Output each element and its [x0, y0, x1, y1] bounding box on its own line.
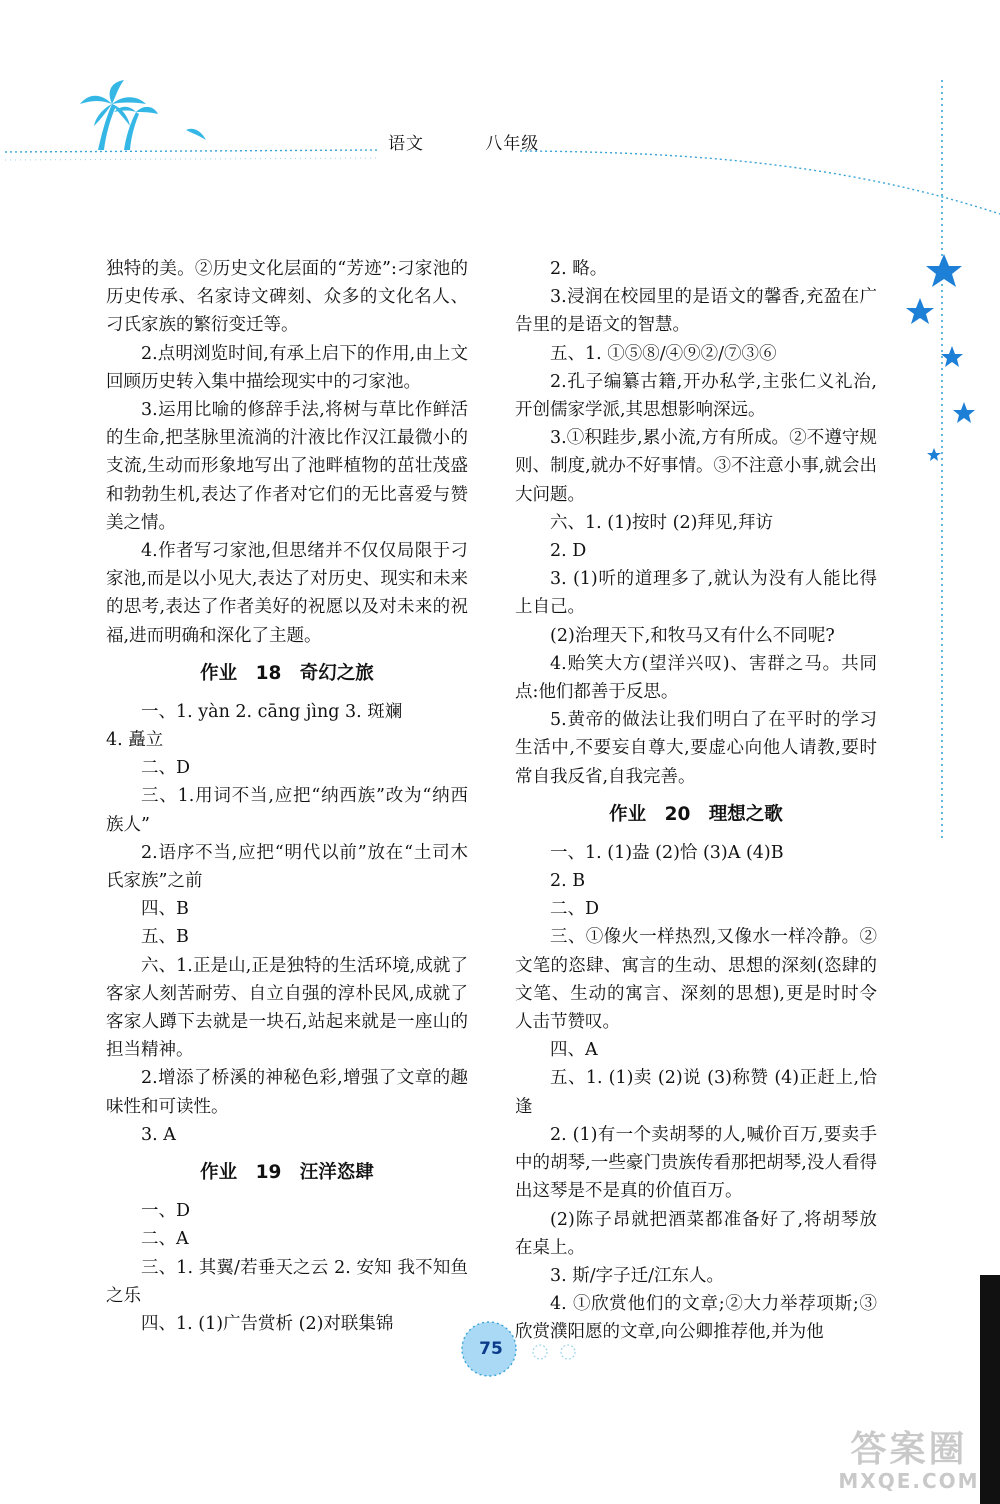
answer-paragraph: 五、B [141, 927, 189, 948]
answer-paragraph: (2)陈子昂就把酒菜都准备好了,将胡琴放在桌上。 [515, 1209, 877, 1258]
answer-paragraph: 一、1. (1)盎 (2)恰 (3)A (4)B [550, 842, 784, 863]
star-icon [906, 298, 934, 324]
answer-paragraph: 2.点明浏览时间,有承上启下的作用,由上文回顾历史转入集中描绘现实中的刁家池。 [106, 343, 468, 392]
section-heading: 作业 20 理想之歌 [609, 803, 783, 825]
answer-paragraph: 2. (1)有一个卖胡琴的人,喊价百万,要卖手中的胡琴,一些豪门贵族传看那把胡琴,没人看得出这琴是不是真的价值百万。 [515, 1124, 877, 1202]
answer-paragraph: 4. ①欣赏他们的文章;②大力举荐项斯;③欣赏濮阳愿的文章,向公卿推荐他,并为他 [515, 1294, 877, 1343]
answer-paragraph: 3. A [141, 1124, 176, 1145]
section-heading: 作业 18 奇幻之旅 [200, 662, 374, 684]
answer-paragraph: 3.①积跬步,累小流,方有所成。②不遵守规则、制度,就办不好事情。③不注意小事,就会出大问题。 [515, 428, 877, 505]
answer-paragraph: 一、1. yàn 2. cāng jìng 3. 斑斓 [141, 701, 403, 722]
star-icon [941, 346, 963, 367]
answer-paragraph: 四、1. (1)广告赏析 (2)对联集锦 [141, 1313, 394, 1334]
answer-paragraph: 3. (1)听的道理多了,就认为没有人能比得上自己。 [515, 569, 877, 618]
answer-paragraph: 六、1. (1)按时 (2)拜见,拜访 [550, 512, 773, 533]
header-title: 语文 八年级 [388, 134, 540, 154]
answer-paragraph: 六、1.正是山,正是独特的生活环境,成就了客家人刻苦耐劳、自立自强的淳朴民风,成就了客家人蹲下去就是一块石,站起来就是一座山的担当精神。 [106, 955, 468, 1061]
answer-paragraph: 二、D [550, 899, 600, 920]
answer-paragraph: 3. 斯/字子迁/江东人。 [550, 1265, 725, 1286]
answer-paragraph: 二、A [141, 1229, 189, 1250]
palm-tree-icon [80, 80, 158, 150]
answer-paragraph: 三、1. 其翼/若垂天之云 2. 安知 我不知鱼之乐 [106, 1257, 468, 1306]
answer-paragraph: 4. 矗立 [106, 730, 164, 751]
answer-paragraph: 四、B [141, 899, 189, 920]
answer-paragraph: 3.运用比喻的修辞手法,将树与草比作鲜活的生命,把茎脉里流淌的汁液比作汉江最微小的支流,生动而形象地写出了池畔植物的茁壮茂盛和勃勃生机,表达了作者对它们的无比喜爱与赞美之情。 [106, 400, 468, 533]
watermark-line2: MXQE.COM [838, 1468, 980, 1493]
answer-paragraph: 五、1. (1)卖 (2)说 (3)称赞 (4)正赶上,恰逢 [515, 1068, 877, 1117]
left-column [106, 255, 468, 1338]
page-number: 75 [479, 1339, 503, 1359]
header-dotted-line [5, 150, 1000, 214]
answer-paragraph: 5.黄帝的做法让我们明白了在平时的学习生活中,不要妄自尊大,要虚心向他人请教,要时常自我反省,自我完善。 [515, 710, 877, 787]
answer-paragraph: 一、D [141, 1201, 191, 1222]
answer-paragraph: (2)治理天下,和牧马又有什么不同呢? [550, 625, 835, 646]
answer-paragraph: 2. B [550, 871, 586, 892]
answer-paragraph: 独特的美。②历史文化层面的“芳迹”:刁家池的历史传承、名家诗文碑刻、众多的文化名人、刁氏家族的繁衍变迁等。 [106, 259, 468, 336]
answer-paragraph: 2. D [550, 541, 587, 562]
answer-paragraph: 4.贻笑大方(望洋兴叹)、害群之马。共同点:他们都善于反思。 [515, 653, 877, 703]
page-number-dot [561, 1345, 575, 1359]
star-icon [927, 448, 941, 461]
answer-paragraph: 4.作者写刁家池,但思绪并不仅仅局限于刁家池,而是以小见大,表达了对历史、现实和未来的思考,表达了作者美好的祝愿以及对未来的祝福,进而明确和深化了主题。 [106, 541, 468, 646]
star-icon [926, 254, 962, 287]
answer-paragraph: 2.语序不当,应把“明代以前”放在“土司木氏家族”之前 [106, 842, 468, 892]
section-heading: 作业 19 汪洋恣肆 [200, 1162, 374, 1184]
answer-paragraph: 2.增添了桥溪的神秘色彩,增强了文章的趣味性和可读性。 [106, 1068, 468, 1117]
answer-paragraph: 四、A [550, 1040, 598, 1061]
answer-paragraph: 3.浸润在校园里的是语文的馨香,充盈在广告里的是语文的智慧。 [515, 287, 877, 336]
star-icon [953, 402, 975, 423]
watermark-line1: 答案圈 [850, 1429, 968, 1470]
answer-paragraph: 2.孔子编纂古籍,开办私学,主张仁义礼治,开创儒家学派,其思想影响深远。 [515, 371, 877, 421]
watermark [824, 1430, 994, 1492]
header-dotted-line-2 [5, 158, 380, 160]
page-number-dot [533, 1345, 547, 1359]
answer-paragraph: 2. 略。 [550, 259, 608, 279]
answer-paragraph: 三、1.用词不当,应把“纳西族”改为“纳西族人” [106, 786, 468, 835]
fish-icon [186, 129, 206, 140]
answer-paragraph: 二、D [141, 758, 191, 779]
right-column [515, 255, 877, 1347]
answer-paragraph: 五、1. ①⑤⑧/④⑨②/⑦③⑥ [550, 343, 777, 364]
answer-paragraph: 三、①像火一样热烈,又像水一样冷静。②文笔的恣肆、寓言的生动、思想的深刻(恣肆的文笔、生动的寓言、深刻的思想),更是时时令人击节赞叹。 [515, 927, 877, 1033]
